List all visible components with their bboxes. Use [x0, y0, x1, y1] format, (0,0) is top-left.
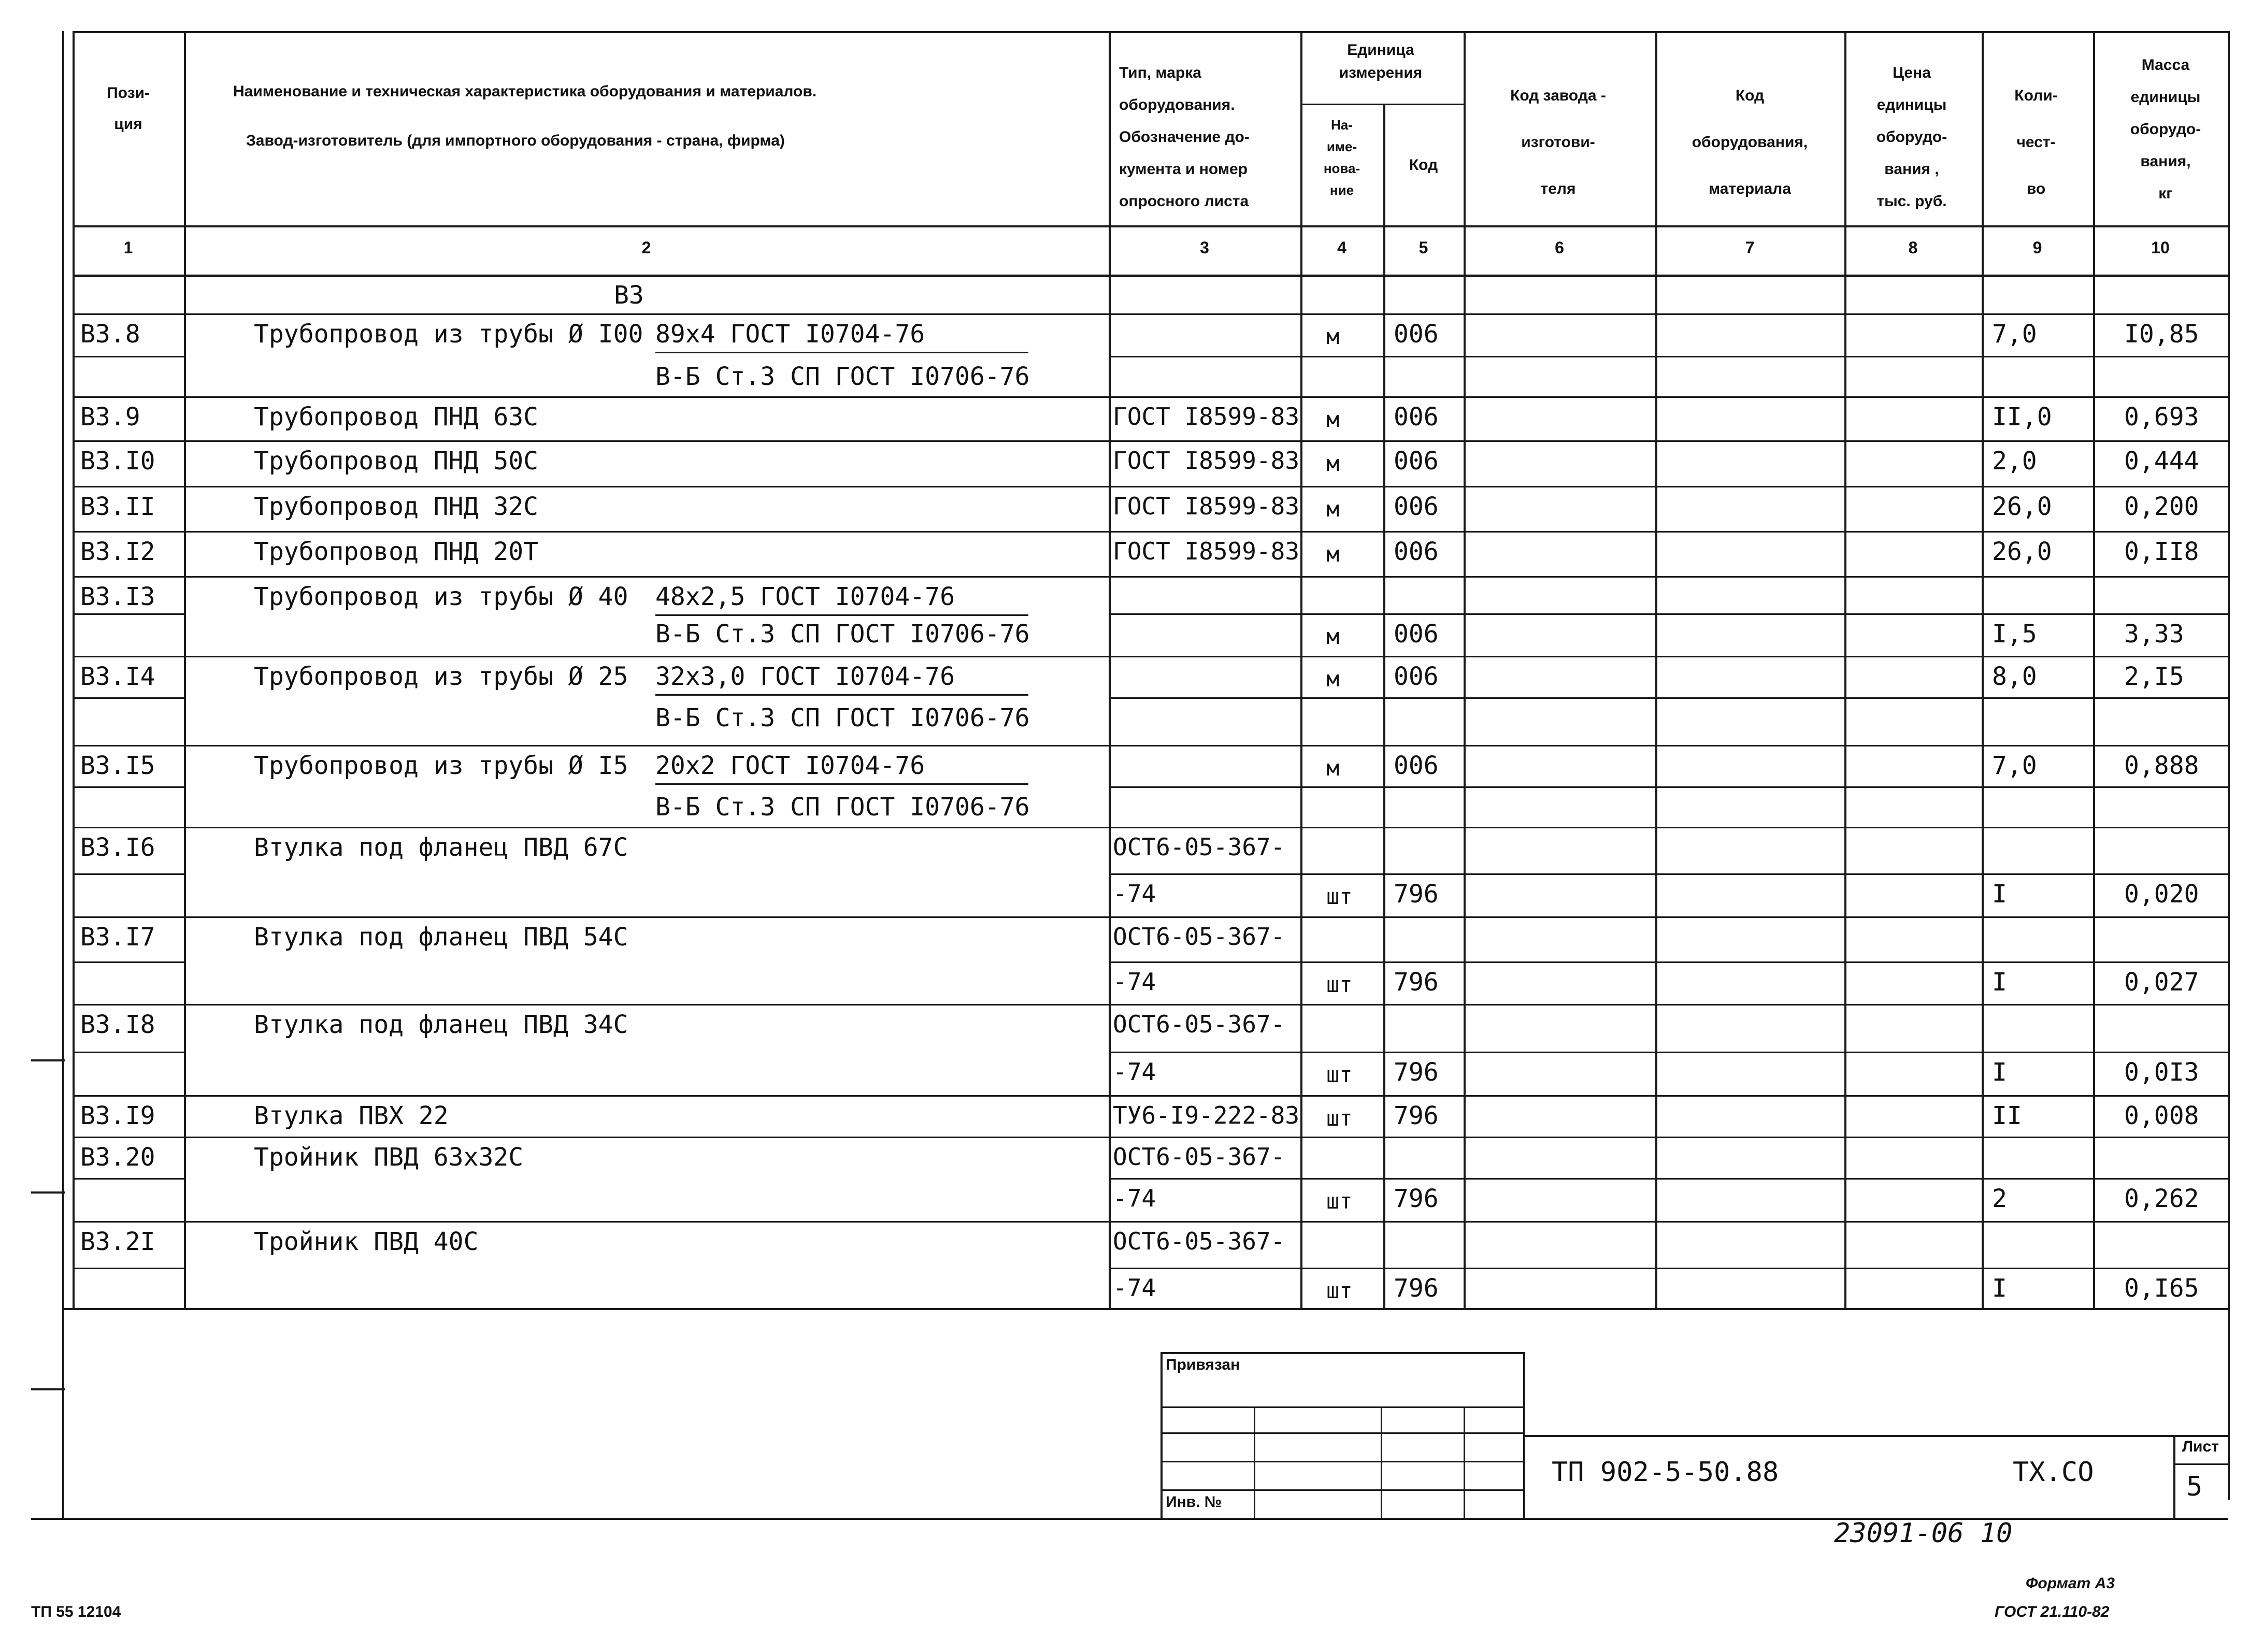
- header-equipment-code: Код оборудования, материала: [1692, 87, 1808, 197]
- footer-left-code: ТП 55 12104: [31, 1603, 121, 1620]
- row-unit: шт: [1326, 1278, 1353, 1303]
- row-rule: [73, 396, 2228, 398]
- row-position: ВЗ.I7: [80, 923, 155, 952]
- row-document: ОСТ6-05-367-: [1113, 1227, 1285, 1255]
- row-document: ТУ6-I9-222-83: [1113, 1101, 1300, 1129]
- row-position: ВЗ.I6: [80, 833, 155, 862]
- row-name: Тройник ПВД 40С: [254, 1227, 479, 1256]
- row-unit: шт: [1326, 1188, 1353, 1214]
- row-quantity: I: [1992, 1058, 2007, 1087]
- col-5-rule: [1464, 31, 1466, 1308]
- header-name-line1: Наименование и техническая характеристика оборудования и материалов.: [233, 83, 817, 100]
- header-type-doc: Тип, марка оборудования. Обозначение до- кумента и номер опросного листа: [1119, 64, 1250, 210]
- column-number: 1: [123, 238, 133, 257]
- row-position: ВЗ.I3: [80, 582, 155, 611]
- row-name: Трубопровод ПНД 20Т: [254, 537, 539, 566]
- row-mass: 0,200: [2124, 492, 2199, 521]
- column-number: 9: [2032, 238, 2042, 257]
- header-quantity: Коли- чест- во: [2014, 87, 2058, 197]
- row-unit: м: [1326, 451, 1340, 476]
- row-document: -74: [1113, 1184, 1156, 1212]
- footer-format: Формат А3: [2026, 1575, 2115, 1592]
- frame-left-border: [62, 31, 64, 1518]
- row-rule: [73, 697, 184, 699]
- row-rule: [73, 916, 2228, 918]
- underline-rule: [655, 694, 1028, 696]
- column-number: 4: [1337, 238, 1346, 257]
- table-top-border: [73, 31, 2228, 33]
- row-name-detail: 20х2 ГОСТ I0704-76: [655, 751, 925, 780]
- row-unit: м: [1326, 755, 1340, 781]
- row-document: ГОСТ I8599-83: [1113, 403, 1300, 430]
- row-rule: [1109, 613, 2228, 615]
- row-rule: [73, 961, 184, 963]
- row-quantity: 2,0: [1992, 447, 2037, 476]
- row-rule: [73, 786, 184, 788]
- row-name: Втулка под фланец ПВД 54С: [254, 923, 628, 952]
- frame-right-border: [2228, 1308, 2230, 1500]
- row-rule: [1109, 1052, 2228, 1053]
- row-quantity: I: [1992, 880, 2007, 909]
- row-rule: [1109, 1268, 2228, 1269]
- row-position: ВЗ.8: [80, 320, 140, 349]
- underline-rule: [655, 614, 1028, 616]
- row-rule: [73, 1268, 184, 1269]
- row-quantity: 7,0: [1992, 320, 2037, 349]
- row-rule: [73, 745, 2228, 746]
- col-1-rule: [184, 31, 186, 1308]
- row-document: ГОСТ I8599-83: [1113, 537, 1300, 565]
- footer-gost: ГОСТ 21.110-82: [1995, 1603, 2110, 1620]
- row-quantity: II,0: [1992, 403, 2052, 432]
- row-rule: [1109, 873, 2228, 875]
- row-mass: 0,444: [2124, 447, 2199, 476]
- row-name: Трубопровод из трубы Ø 25: [254, 662, 628, 691]
- row-rule: [73, 1137, 2228, 1138]
- row-position: ВЗ.I0: [80, 447, 155, 476]
- row-quantity: 26,0: [1992, 537, 2052, 566]
- row-unit-code: 006: [1394, 447, 1439, 476]
- column-number: 10: [2151, 238, 2170, 257]
- column-number: 3: [1200, 238, 1209, 257]
- row-rule: [73, 576, 2228, 578]
- column-numbers-bottom-rule: [73, 275, 2228, 277]
- row-name: Втулка ПВХ 22: [254, 1101, 449, 1130]
- unit-group-rule: [1300, 104, 1464, 105]
- row-mass: I0,85: [2124, 320, 2199, 349]
- row-unit-code: 796: [1394, 968, 1439, 997]
- stamp-rule: [1160, 1406, 1523, 1408]
- row-quantity: 2: [1992, 1184, 2007, 1213]
- row-rule: [73, 873, 184, 875]
- row-unit-code: 006: [1394, 751, 1439, 780]
- row-unit-code: 006: [1394, 537, 1439, 566]
- row-unit-code: 006: [1394, 320, 1439, 349]
- row-rule: [73, 1221, 2228, 1223]
- row-unit-code: 796: [1394, 1184, 1439, 1213]
- col-3-rule: [1300, 31, 1302, 1308]
- stamp-rule: [1160, 1461, 1523, 1462]
- col-6-rule: [1655, 31, 1657, 1308]
- footer-handwritten-number: 23091-06 10: [1834, 1518, 2013, 1549]
- row-rule: [1109, 697, 2228, 699]
- row-unit: шт: [1326, 1105, 1353, 1131]
- row-quantity: 26,0: [1992, 492, 2052, 521]
- column-number: 7: [1745, 238, 1755, 257]
- row-mass: 0,008: [2124, 1101, 2199, 1130]
- row-name-detail: ВЗ: [614, 281, 644, 310]
- stamp-rule: [2173, 1463, 2228, 1465]
- row-unit: м: [1326, 496, 1340, 522]
- margin-tick: [31, 1388, 65, 1390]
- row-position: ВЗ.9: [80, 403, 140, 432]
- row-quantity: 7,0: [1992, 751, 2037, 780]
- right-border: [2228, 31, 2230, 1308]
- row-name: Трубопровод из трубы Ø 40: [254, 582, 628, 611]
- row-mass: 0,262: [2124, 1184, 2199, 1213]
- column-number: 2: [641, 238, 651, 257]
- stamp-sheet-label: Лист: [2182, 1438, 2219, 1455]
- stamp-section: ТХ.СО: [2013, 1457, 2094, 1488]
- stamp-sheet-number: 5: [2186, 1471, 2203, 1502]
- row-rule: [73, 1004, 2228, 1005]
- stamp-inv-no: Инв. №: [1166, 1493, 1222, 1511]
- row-name-detail: В-Б Ст.3 СП ГОСТ I0706-76: [655, 703, 1030, 732]
- row-unit-code: 796: [1394, 880, 1439, 909]
- row-rule: [1109, 1178, 2228, 1180]
- row-quantity: I: [1992, 1274, 2007, 1303]
- row-quantity: I,5: [1992, 620, 2037, 649]
- col-4-rule: [1383, 104, 1385, 1308]
- row-quantity: II: [1992, 1101, 2022, 1130]
- row-document: ГОСТ I8599-83: [1113, 492, 1300, 520]
- row-document: -74: [1113, 1058, 1156, 1086]
- stamp-rule: [1160, 1432, 1523, 1434]
- row-name-detail: В-Б Ст.3 СП ГОСТ I0706-76: [655, 620, 1030, 649]
- header-price: Цена единицы оборудо- вания , тыс. руб.: [1876, 64, 1947, 210]
- row-rule: [73, 313, 2228, 315]
- row-quantity: I: [1992, 968, 2007, 997]
- row-rule: [73, 531, 2228, 533]
- row-unit-code: 006: [1394, 492, 1439, 521]
- stamp-rule: [1160, 1352, 1523, 1354]
- column-number: 8: [1908, 238, 1918, 257]
- row-position: ВЗ.2I: [80, 1227, 155, 1256]
- row-position: ВЗ.I2: [80, 537, 155, 566]
- row-rule: [1109, 786, 2228, 788]
- row-name-detail: 32х3,0 ГОСТ I0704-76: [655, 662, 955, 691]
- row-unit-code: 796: [1394, 1101, 1439, 1130]
- header-name-line2: Завод-изготовитель (для импортного оборудования - страна, фирма): [246, 132, 785, 149]
- stamp-rule: [1160, 1489, 1523, 1491]
- stamp-designation: ТП 902-5-50.88: [1552, 1457, 1779, 1488]
- row-name: Трубопровод из трубы Ø I5: [254, 751, 628, 780]
- row-unit-code: 796: [1394, 1058, 1439, 1087]
- frame-rule: [62, 1308, 2228, 1310]
- stamp-rule: [1464, 1406, 1465, 1518]
- row-name: Трубопровод ПНД 50С: [254, 447, 539, 476]
- row-document: ГОСТ I8599-83: [1113, 447, 1300, 475]
- row-unit: м: [1326, 324, 1340, 349]
- row-unit: м: [1326, 541, 1340, 567]
- row-mass: 0,0I3: [2124, 1058, 2199, 1087]
- row-name-detail: В-Б Ст.3 СП ГОСТ I0706-76: [655, 362, 1030, 391]
- row-name: Трубопровод ПНД 32С: [254, 492, 539, 521]
- row-rule: [73, 656, 2228, 657]
- row-name: Втулка под фланец ПВД 67С: [254, 833, 628, 862]
- row-name: Трубопровод ПНД 63С: [254, 403, 539, 432]
- header-factory-code: Код завода - изготови- теля: [1510, 87, 1606, 197]
- row-position: ВЗ.20: [80, 1143, 155, 1172]
- row-unit: шт: [1326, 1062, 1353, 1087]
- row-mass: 0,888: [2124, 751, 2199, 780]
- row-unit: м: [1326, 407, 1340, 432]
- stamp-rule: [1381, 1406, 1382, 1518]
- row-name: Трубопровод из трубы Ø I00: [254, 320, 643, 349]
- row-mass: 0,020: [2124, 880, 2199, 909]
- row-mass: 2,I5: [2124, 662, 2184, 691]
- row-document: ОСТ6-05-367-: [1113, 833, 1285, 861]
- col-7-rule: [1844, 31, 1846, 1308]
- row-document: -74: [1113, 968, 1156, 996]
- row-name-detail: В-Б Ст.3 СП ГОСТ I0706-76: [655, 793, 1030, 822]
- row-position: ВЗ.II: [80, 492, 155, 521]
- row-rule: [73, 486, 2228, 487]
- underline-rule: [655, 352, 1028, 353]
- left-border: [73, 31, 75, 1308]
- header-unit-code: Код: [1409, 156, 1438, 174]
- margin-tick: [31, 1191, 65, 1194]
- row-rule: [73, 1178, 184, 1180]
- stamp-rule: [1523, 1435, 2228, 1437]
- row-mass: 0,027: [2124, 968, 2199, 997]
- row-unit-code: 006: [1394, 620, 1439, 649]
- row-unit-code: 006: [1394, 403, 1439, 432]
- header-unit-name: На- име- нова- ние: [1323, 117, 1360, 198]
- row-rule: [73, 613, 184, 615]
- row-rule: [73, 356, 184, 357]
- row-name: Тройник ПВД 63х32С: [254, 1143, 524, 1172]
- row-document: ОСТ6-05-367-: [1113, 1143, 1285, 1171]
- row-unit: шт: [1326, 972, 1353, 997]
- column-number: 6: [1555, 238, 1564, 257]
- row-rule: [73, 827, 2228, 828]
- stamp-rule: [1254, 1406, 1255, 1518]
- row-rule: [1109, 356, 2228, 357]
- row-document: ОСТ6-05-367-: [1113, 923, 1285, 951]
- row-name-detail: 89х4 ГОСТ I0704-76: [655, 320, 925, 349]
- underline-rule: [655, 783, 1028, 785]
- col-2-rule: [1109, 31, 1111, 1308]
- row-rule: [73, 1095, 2228, 1097]
- header-bottom-rule: [73, 225, 2228, 227]
- header-mass: Масса единицы оборудо- вания, кг: [2130, 56, 2201, 202]
- row-rule: [1109, 961, 2228, 963]
- row-unit: м: [1326, 666, 1340, 692]
- header-unit-group: Единица измерения: [1339, 41, 1423, 81]
- col-9-rule: [2093, 31, 2095, 1308]
- row-position: ВЗ.I9: [80, 1101, 155, 1130]
- row-mass: 0,II8: [2124, 537, 2199, 566]
- row-position: ВЗ.I8: [80, 1010, 155, 1039]
- row-position: ВЗ.I4: [80, 662, 155, 691]
- row-mass: 0,I65: [2124, 1274, 2199, 1303]
- row-document: -74: [1113, 1274, 1156, 1302]
- row-unit-code: 006: [1394, 662, 1439, 691]
- row-unit: м: [1326, 624, 1340, 649]
- stamp-privyazan: Привязан: [1166, 1356, 1240, 1373]
- row-unit: шт: [1326, 884, 1353, 909]
- row-quantity: 8,0: [1992, 662, 2037, 691]
- row-rule: [73, 1052, 184, 1053]
- row-mass: 0,693: [2124, 403, 2199, 432]
- stamp-rule: [1160, 1352, 1163, 1518]
- row-rule: [73, 440, 2228, 442]
- stamp-rule: [2173, 1435, 2175, 1518]
- row-name: Втулка под фланец ПВД 34С: [254, 1010, 628, 1039]
- margin-tick: [31, 1059, 65, 1061]
- row-position: ВЗ.I5: [80, 751, 155, 780]
- row-unit-code: 796: [1394, 1274, 1439, 1303]
- row-document: ОСТ6-05-367-: [1113, 1010, 1285, 1038]
- col-8-rule: [1982, 31, 1984, 1308]
- column-number: 5: [1418, 238, 1428, 257]
- header-position: Пози- ция: [107, 84, 150, 133]
- row-document: -74: [1113, 880, 1156, 908]
- row-mass: 3,33: [2124, 620, 2184, 649]
- row-name-detail: 48х2,5 ГОСТ I0704-76: [655, 582, 955, 611]
